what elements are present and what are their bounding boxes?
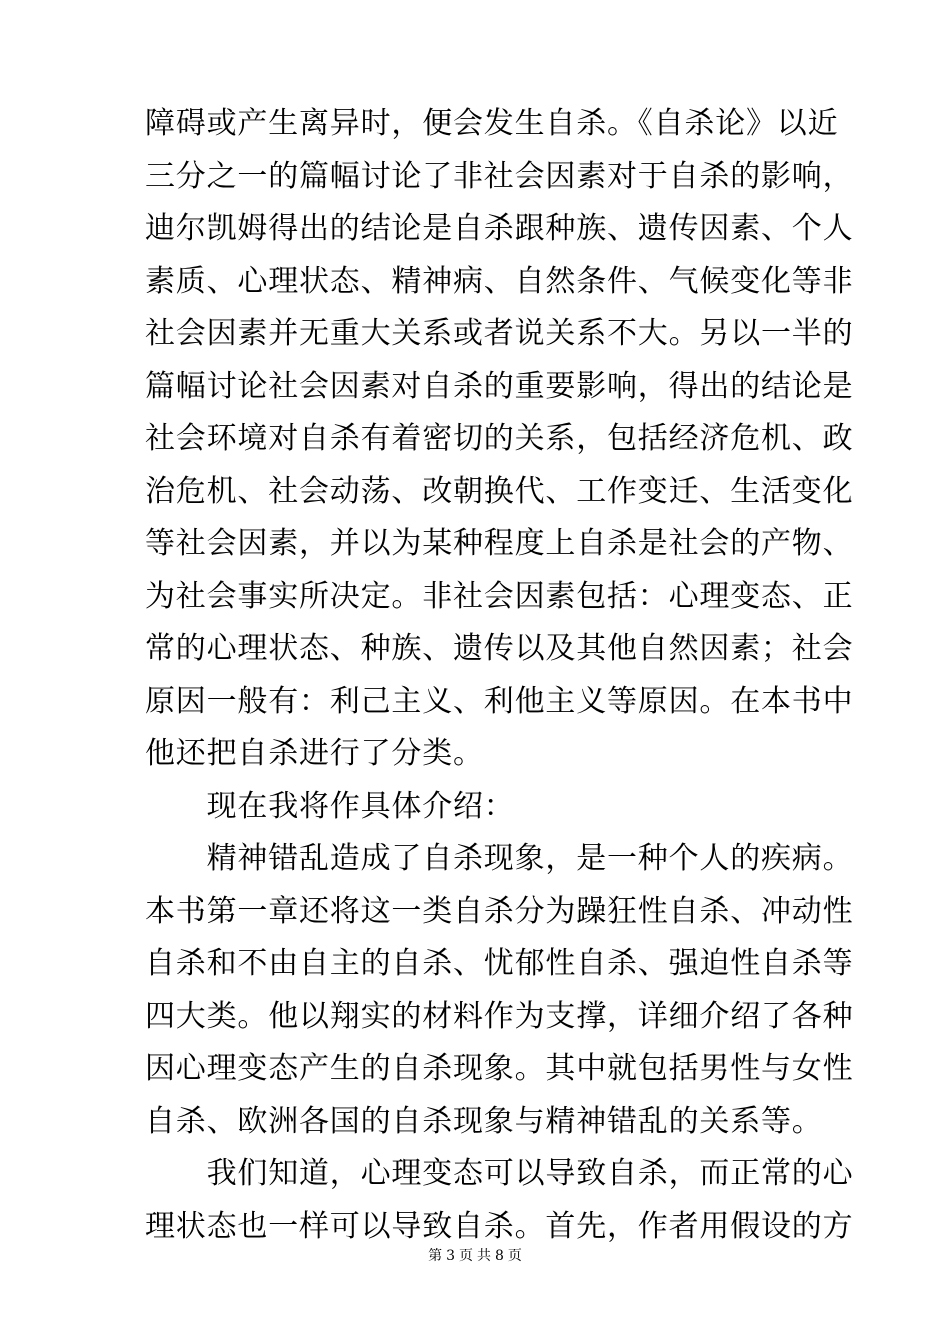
text-line: 精神错乱造成了自杀现象，是一种个人的疾病。 xyxy=(145,841,854,876)
text-line: 理状态也一样可以导致自杀。首先，作者用假设的方 xyxy=(145,1208,854,1244)
text-line: 障碍或产生离异时，便会发生自杀。《自杀论》以近 xyxy=(145,106,839,141)
text-line: 社会因素并无重大关系或者说关系不大。另以一半的 xyxy=(145,316,854,351)
text-line: 他还把自杀进行了分类。 xyxy=(145,736,484,771)
text-line: 我们知道，心理变态可以导致自杀，而正常的心 xyxy=(145,1156,854,1191)
footer-current-page: 3 xyxy=(446,1248,455,1264)
text-line: 迪尔凯姆得出的结论是自杀跟种族、遗传因素、个人 xyxy=(145,211,854,246)
text-line: 现在我将作具体介绍： xyxy=(145,788,515,824)
text-line: 常的心理状态、种族、遗传以及其他自然因素；社会 xyxy=(145,631,854,666)
page-footer xyxy=(0,1246,950,1266)
footer-page-word: 页 xyxy=(459,1248,473,1264)
text-line: 社会环境对自杀有着密切的关系，包括经济危机、政 xyxy=(145,421,854,456)
text-line: 四大类。他以翔实的材料作为支撑，详细介绍了各种 xyxy=(145,998,854,1034)
text-line: 原因一般有：利己主义、利他主义等原因。在本书中 xyxy=(145,683,854,719)
footer-total-pages: 8 xyxy=(495,1248,504,1264)
text-line: 素质、心理状态、精神病、自然条件、气候变化等非 xyxy=(145,263,854,299)
text-line: 自杀、欧洲各国的自杀现象与精神错乱的关系等。 xyxy=(145,1103,823,1139)
text-line: 自杀和不由自主的自杀、忧郁性自杀、强迫性自杀等 xyxy=(145,946,854,981)
text-line: 三分之一的篇幅讨论了非社会因素对于自杀的影响， xyxy=(145,158,854,194)
text-line: 治危机、社会动荡、改朝换代、工作变迁、生活变化 xyxy=(145,473,854,509)
text-line: 因心理变态产生的自杀现象。其中就包括男性与女性 xyxy=(145,1051,854,1086)
footer-total-word: 共 xyxy=(477,1248,491,1264)
text-line: 本书第一章还将这一类自杀分为躁狂性自杀、冲动性 xyxy=(145,893,854,929)
footer-suffix: 页 xyxy=(507,1248,522,1264)
body-text xyxy=(145,98,854,1253)
text-line: 篇幅讨论社会因素对自杀的重要影响，得出的结论是 xyxy=(145,368,854,404)
footer-prefix: 第 xyxy=(428,1248,443,1264)
text-line: 为社会事实所决定。非社会因素包括：心理变态、正 xyxy=(145,578,854,614)
text-line: 等社会因素，并以为某种程度上自杀是社会的产物、 xyxy=(145,526,854,561)
